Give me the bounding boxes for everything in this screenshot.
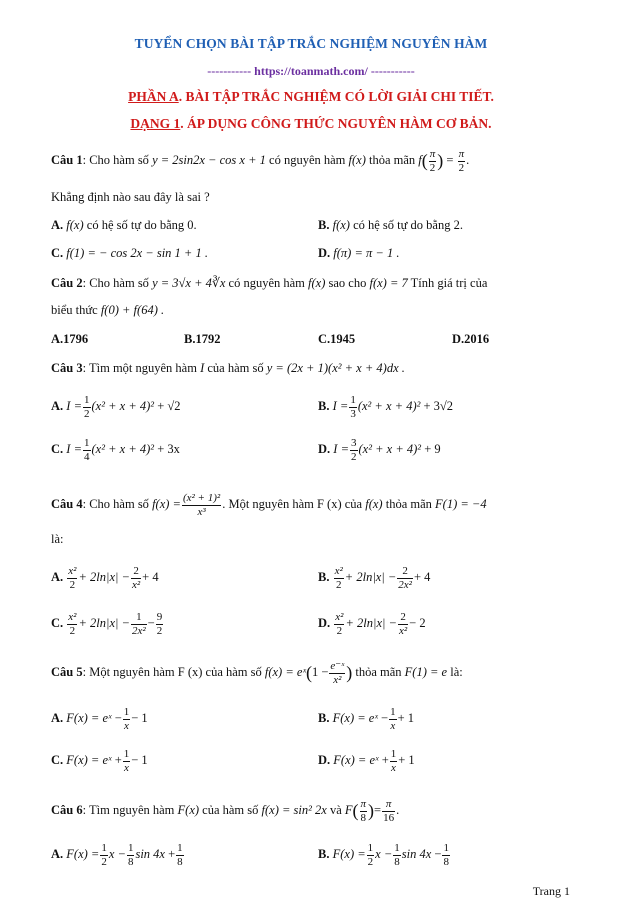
q2-option-d[interactable]: D.2016 [452,332,490,346]
q4-option-a[interactable]: A. $\frac{\text{x²}}{2}$ + 2ln|x| − $\frac{2}{\text{x²}}$ + 4 [51,565,159,591]
q5-frac: $\frac{\text{e⁻ˣ}}{\text{x²}}$ [330,660,345,686]
q1-label: Câu 1 [51,153,83,168]
q1-eq: = [446,153,454,168]
q2-stem: Câu 2: Cho hàm số y = 3√x + 4∛x có nguyên hàm f(x) sao cho f(x) = 7 Tính giá trị của [51,276,488,290]
q5-cond: F(1) = e [404,665,448,680]
q4-cond: F(1) = −4 [435,497,487,512]
q2-line2: biểu thức f(0) + f(64) . [51,303,165,317]
q1-option-d[interactable]: D. f(π) = π − 1 . [318,246,400,260]
q1-text: : Cho hàm số [82,153,149,168]
q3-option-d[interactable]: D. I = $\frac{3}{2}$ (x² + x + 4)² + 9 [318,437,441,463]
q5-stem: Câu 5: Một nguyên hàm F (x) của hàm số f(x) = eˣ(1 − $\frac{\text{e⁻ˣ}}{\text{x²}}$ ) thỏa mãn F(1) = e là: [51,660,463,686]
q4-option-d[interactable]: D. $\frac{\text{x²}}{2}$ + 2ln|x| − $\frac{2}{\text{x²}}$ − 2 [318,611,426,637]
q4-label: Câu 4 [51,497,83,512]
type-label: DẠNG 1 [130,116,181,131]
q2-option-a[interactable]: A.1796 [51,332,89,346]
q2-func: y = 3√x + 4∛x [152,276,226,290]
q4-stem: Câu 4: Cho hàm số f(x) = $\frac{\text{(x² + 1)²}}{\text{x³}}$ . Một nguyên hàm F (x) của f(x) thỏa mãn F(1) = −4 [51,492,487,518]
q2-option-c[interactable]: C.1945 [318,332,356,346]
q3-label: Câu 3 [51,361,83,375]
q5-option-c[interactable]: C. F(x) = eˣ + $\frac{1}{x}$ − 1 [51,748,148,774]
type-heading [0,116,622,132]
q1-frac-arg: $\frac{\pi}{2}$ [429,148,436,174]
q2-label: Câu 2 [51,276,83,290]
part-label: PHẦN A [128,89,179,104]
q1-fx: f(x) [348,153,366,168]
site-url[interactable]: ----------- https://toanmath.com/ ----------- [207,64,415,78]
q1-cond-f: f [418,153,422,168]
q1-func: y = 2sin2x − cos x + 1 [152,153,266,168]
q3-option-b[interactable]: B. I = $\frac{1}{3}$ (x² + x + 4)² + 3√2 [318,394,454,420]
q2-option-b[interactable]: B.1792 [184,332,221,346]
q5-option-b[interactable]: B. F(x) = eˣ − $\frac{1}{x}$ + 1 [318,706,414,732]
q6-stem: Câu 6: Tìm nguyên hàm F(x) của hàm số f(x) = sin² 2x và F( $\frac{\pi}{8}$ )= $\frac{\pi}{16}$ . [51,798,400,824]
q1-text2: có nguyên hàm [269,153,346,168]
q1-stem: Câu 1: Cho hàm số y = 2sin2x − cos x + 1 có nguyên hàm f(x) thỏa mãn f( $\frac{\pi}{2}$ ) = $\frac{\pi}{2}$ . [51,148,470,174]
q6-label: Câu 6 [51,803,83,818]
q3-option-a[interactable]: A. I = $\frac{1}{2}$ (x² + x + 4)² + √2 [51,394,181,420]
q5-label: Câu 5 [51,665,83,680]
q1-text3: thỏa mãn [369,153,416,168]
q3-func: y = (2x + 1)(x² + x + 4)dx . [266,361,405,375]
q1-option-b[interactable]: B. f(x) có hệ số tự do bằng 2. [318,218,463,232]
q4-option-c[interactable]: C. $\frac{\text{x²}}{2}$ + 2ln|x| − $\frac{1}{\text{2x²}}$ − $\frac{9}{2}$ [51,611,163,637]
q4-frac: $\frac{\text{(x² + 1)²}}{\text{x³}}$ [182,492,221,518]
q6-option-b[interactable]: B. F(x) = $\frac{1}{2}$ x − $\frac{1}{8}$ sin 4x − $\frac{1}{8}$ [318,842,449,868]
page-number: Trang 1 [532,884,570,898]
q1-line2: Khẳng định nào sau đây là sai ? [51,190,210,204]
part-heading [0,89,622,105]
q6-option-a[interactable]: A. F(x) = $\frac{1}{2}$ x − $\frac{1}{8}$ sin 4x + $\frac{1}{8}$ [51,842,183,868]
part-rest: . BÀI TẬP TRẮC NGHIỆM CÓ LỜI GIẢI CHI TIẾT. [178,89,494,104]
q5-option-d[interactable]: D. F(x) = eˣ + $\frac{1}{x}$ + 1 [318,748,415,774]
q6-func: f(x) = sin² 2x [261,803,327,818]
q4-line2: là: [51,532,64,546]
q1-option-c[interactable]: C. f(1) = − cos 2x − sin 1 + 1 . [51,246,208,260]
q1-option-a[interactable]: A. f(x) có hệ số tự do bằng 0. [51,218,197,232]
q2-cond: f(x) = 7 [369,276,408,290]
q1-frac-val: $\frac{\pi}{2}$ [458,148,465,174]
q5-option-a[interactable]: A. F(x) = eˣ − $\frac{1}{x}$ − 1 [51,706,148,732]
doc-title: TUYỂN CHỌN BÀI TẬP TRẮC NGHIỆM NGUYÊN HÀM [134,36,488,51]
type-rest: . ÁP DỤNG CÔNG THỨC NGUYÊN HÀM CƠ BẢN. [180,116,492,131]
q4-option-b[interactable]: B. $\frac{\text{x²}}{2}$ + 2ln|x| − $\frac{2}{\text{2x²}}$ + 4 [318,565,431,591]
q3-stem: Câu 3: Tìm một nguyên hàm I của hàm số y = (2x + 1)(x² + x + 4)dx . [51,361,405,375]
q3-option-c[interactable]: C. I = $\frac{1}{4}$ (x² + x + 4)² + 3x [51,437,180,463]
